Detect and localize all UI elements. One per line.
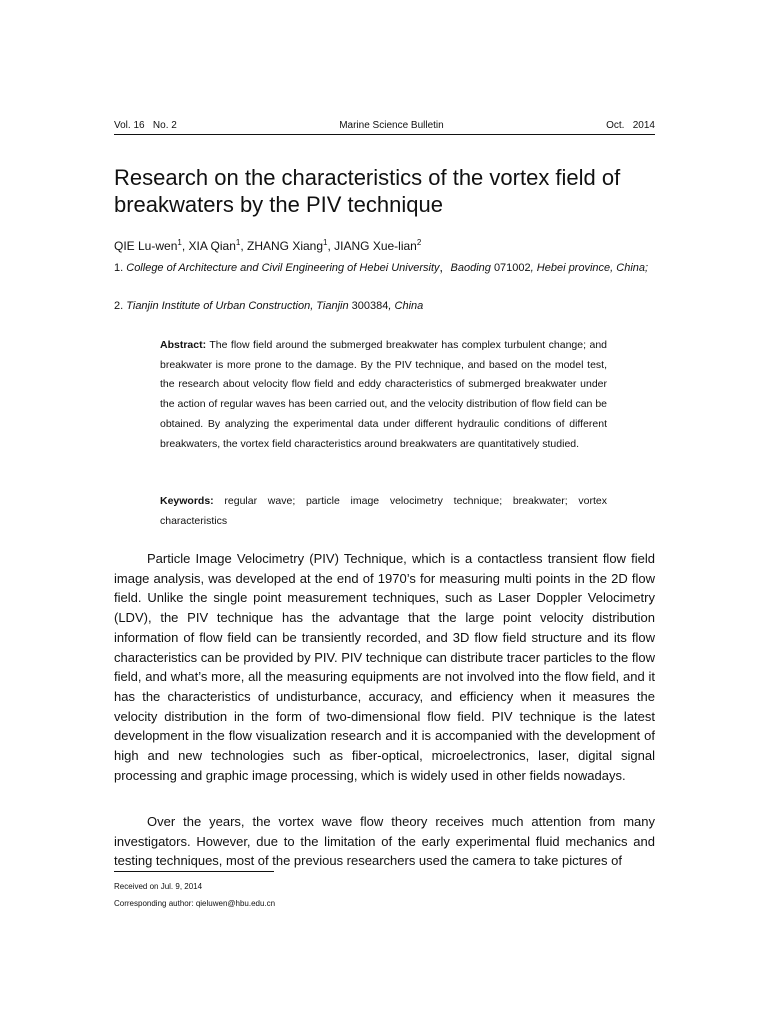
paper-title: Research on the characteristics of the vortex field of breakwaters by the PIV technique [114, 165, 621, 217]
abstract-text: The flow field around the submerged breakwater has complex turbulent change; and breakwater is more prone to the damage. By the PIV technique, and based on the model test, the research about velocity flow field and eddy characteristics of submerged breakwater under the action of regular waves has been carried out, and the velocity distribution of flow field can be obtained. By analyzing the experimental data under different hydraulic conditions of different breakwaters, the vortex field characteristics around breakwaters are quantitatively studied. [160, 339, 608, 450]
affiliation-1 [114, 259, 655, 277]
affiliation-city: Baoding [450, 262, 491, 274]
affiliation-country: , China [388, 300, 424, 312]
keywords-text: regular wave; particle image velocimetry technique; breakwater; vortex characteristics [160, 495, 607, 527]
keywords-label: Keywords: [160, 495, 214, 507]
affiliation-name: College of Architecture and Civil Engineering of Hebei University [126, 262, 440, 274]
author-affil-mark: 2 [416, 238, 422, 247]
affiliation-number: 2. [114, 300, 124, 312]
issue-date: Oct. 2014 [606, 120, 655, 131]
keywords [160, 491, 607, 531]
abstract-label: Abstract: [160, 339, 207, 351]
affiliation-name: Tianjin Institute of Urban Construction, Tianjin [126, 300, 349, 312]
author-name: QIE Lu-wen [114, 239, 178, 253]
author-name: XIA Qian [188, 239, 236, 253]
footnote-received: Received on Jul. 9, 2014 [114, 882, 203, 891]
author-affil-mark: 1 [235, 238, 241, 247]
footnote-corresponding-author: Corresponding author: qieluwen@hbu.edu.cn [114, 899, 276, 908]
volume-issue: Vol. 16 No. 2 [114, 120, 177, 131]
author-affil-mark: 1 [177, 238, 182, 247]
author-name: JIANG Xue-lian [334, 239, 417, 253]
journal-name: Marine Science Bulletin [339, 120, 444, 131]
body-paragraph-2: Over the years, the vortex wave flow theory receives much attention from many investigators. However, due to the limitation of the early experimental fluid mechanics and testing techniques, most of the previous researchers used the camera to take pictures of [114, 814, 655, 869]
author-list: QIE Lu-wen$^1$, XIA Qian$^1$, ZHANG Xiang$^1$, JIANG Xue-lian$^2$ [114, 238, 422, 253]
author-affil-mark: 1 [323, 238, 328, 247]
footnote-divider [114, 871, 274, 872]
affiliation-2 [114, 297, 655, 315]
affiliation-number: 1. [114, 262, 124, 274]
affiliation-separator: ， [439, 262, 451, 274]
body-paragraph-1: Particle Image Velocimetry (PIV) Technique, which is a contactless transient flow field image analysis, was developed at the end of 1970’s for measuring multi points in the 2D flow field. Unlike the single point measurement techniques, such as Laser Doppler Velocimetry (LDV), the PIV technique has the advantage that the large point velocity distribution information of flow field can be transiently recorded, and 3D flow field structure and its flow characteristics can be provided by PIV. PIV technique can distribute tracer particles to the flow field, and what’s more, all the measuring equipments are not involved into the flow field, and it has the characteristics of undisturbance, accuracy, and efficiency when it measures the velocity distribution in the form of two-dimensional flow field. PIV technique is the latest development in the flow visualization research and it is accompanied with the development of high and new technologies such as fiber-optical, microelectronics, laser, digital signal processing and graphic image processing, which is widely used in other fields nowadays. [114, 551, 655, 783]
running-header [114, 120, 655, 135]
abstract [160, 336, 607, 454]
affiliation-postcode: 300384 [351, 300, 389, 312]
affiliation-region: , Hebei province, China; [530, 262, 649, 274]
author-name: ZHANG Xiang [247, 239, 324, 253]
affiliation-postcode: 071002 [493, 262, 531, 274]
